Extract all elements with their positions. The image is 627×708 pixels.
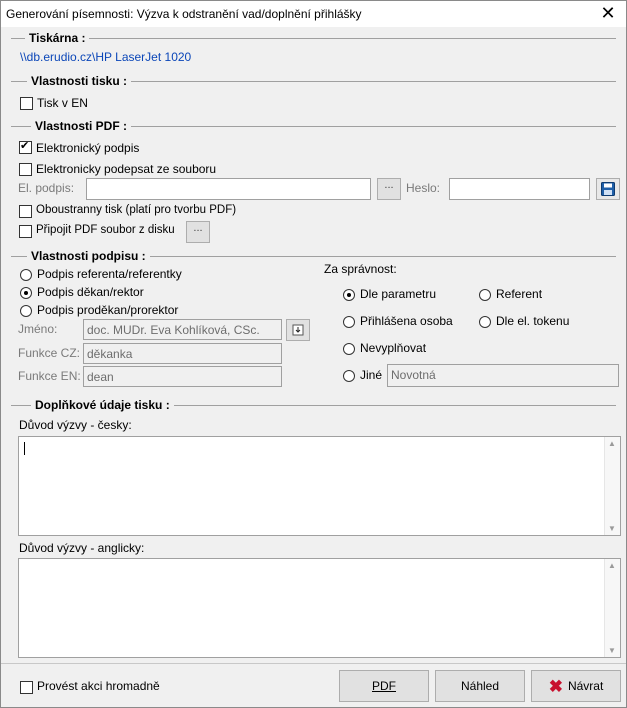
e-signature-label: Elektronický podpis xyxy=(36,141,140,155)
referent-radio[interactable] xyxy=(479,289,491,301)
pdf-button-label: PDF xyxy=(372,679,396,693)
dle-parametru-radio[interactable] xyxy=(343,289,355,301)
attach-pdf-label: Připojit PDF soubor z disku xyxy=(36,224,175,236)
window-title: Generování písemnosti: Výzva k odstranění vad/doplnění přihlášky xyxy=(6,7,362,21)
reason-en-textarea[interactable] xyxy=(18,558,621,658)
duplex-checkbox[interactable] xyxy=(19,205,32,218)
person-select-button[interactable] xyxy=(286,319,310,341)
extra-section-title: Doplňkové údaje tisku : xyxy=(31,398,174,412)
printer-section xyxy=(11,31,616,45)
preview-button[interactable] xyxy=(435,670,525,702)
funkce-en-field: dean xyxy=(83,366,282,387)
funkce-en-label: Funkce EN: xyxy=(18,369,81,383)
pdf-props-title: Vlastnosti PDF : xyxy=(31,119,131,133)
jine-input[interactable]: Novotná xyxy=(387,364,619,387)
extra-section xyxy=(11,398,616,412)
reason-cz-scrollbar[interactable] xyxy=(604,437,620,535)
pdf-button[interactable] xyxy=(339,670,429,702)
bulk-action-label: Provést akci hromadně xyxy=(37,679,160,693)
floppy-disk-icon xyxy=(601,182,615,196)
reason-en-scrollbar[interactable] xyxy=(604,559,620,657)
sign-from-file-label: Elektronicky podepsat ze souboru xyxy=(36,162,217,176)
el-podpis-browse-button[interactable] xyxy=(377,178,401,200)
funkce-cz-field: děkanka xyxy=(83,343,282,364)
sign-vicedean-radio[interactable] xyxy=(20,305,32,317)
funkce-cz-label: Funkce CZ: xyxy=(18,346,81,360)
sign-referent-radio[interactable] xyxy=(20,269,32,281)
sign-props-section xyxy=(11,249,616,263)
reason-cz-label: Důvod výzvy - česky: xyxy=(19,418,132,432)
el-podpis-label: El. podpis: xyxy=(18,181,75,195)
bulk-action-checkbox[interactable] xyxy=(20,681,33,694)
dle-el-tokenu-label: Dle el. tokenu xyxy=(496,314,570,328)
reason-en-label: Důvod výzvy - anglicky: xyxy=(19,541,145,555)
jine-label: Jiné xyxy=(360,368,383,382)
reason-cz-textarea[interactable] xyxy=(18,436,621,536)
sign-props-title: Vlastnosti podpisu : xyxy=(27,249,150,263)
attach-pdf-checkbox[interactable] xyxy=(19,225,32,238)
back-button-label: Návrat xyxy=(567,679,604,693)
text-caret xyxy=(24,442,25,455)
jine-radio[interactable] xyxy=(343,370,355,382)
select-person-icon xyxy=(292,324,304,336)
print-props-title: Vlastnosti tisku : xyxy=(27,74,131,88)
referent-label: Referent xyxy=(496,287,543,301)
pdf-props-section xyxy=(11,119,616,133)
ellipsis-icon: ... xyxy=(193,222,203,234)
print-props-section xyxy=(11,74,616,88)
jmeno-label: Jméno: xyxy=(18,322,58,336)
nevyplnovat-label: Nevyplňovat xyxy=(360,341,427,355)
print-en-checkbox[interactable] xyxy=(20,97,33,110)
dle-parametru-label: Dle parametru xyxy=(360,287,437,301)
dle-el-tokenu-radio[interactable] xyxy=(479,316,491,328)
title-bar xyxy=(1,1,626,27)
scroll-up-icon[interactable]: ▲ xyxy=(608,439,616,448)
jmeno-field: doc. MUDr. Eva Kohlíková, CSc. xyxy=(83,319,282,340)
back-button[interactable] xyxy=(531,670,621,702)
sign-referent-label: Podpis referenta/referentky xyxy=(37,267,182,281)
nevyplnovat-radio[interactable] xyxy=(343,343,355,355)
e-signature-checkbox[interactable] xyxy=(19,141,32,154)
heslo-input[interactable] xyxy=(449,178,590,200)
sign-dean-label: Podpis děkan/rektor xyxy=(37,285,144,299)
printer-path-link[interactable]: \\db.erudio.cz\HP LaserJet 1020 xyxy=(20,50,192,64)
close-icon[interactable]: ✕ xyxy=(600,3,616,23)
prihlasena-osoba-radio[interactable] xyxy=(343,316,355,328)
prihlasena-osoba-label: Přihlášena osoba xyxy=(360,314,453,328)
za-spravnost-label: Za správnost: xyxy=(324,262,397,276)
save-button[interactable] xyxy=(596,178,620,200)
el-podpis-input[interactable] xyxy=(86,178,371,200)
printer-section-title: Tiskárna : xyxy=(25,31,89,45)
ellipsis-icon: ... xyxy=(384,179,394,191)
preview-button-label: Náhled xyxy=(460,679,500,693)
sign-dean-radio[interactable] xyxy=(20,287,32,299)
sign-from-file-checkbox[interactable] xyxy=(19,163,32,176)
sign-vicedean-label: Podpis proděkan/prorektor xyxy=(37,303,179,317)
print-en-label: Tisk v EN xyxy=(37,96,88,110)
heslo-label: Heslo: xyxy=(406,181,441,195)
scroll-down-icon[interactable]: ▼ xyxy=(608,524,616,533)
bottom-bar xyxy=(1,663,626,708)
scroll-down-icon[interactable]: ▼ xyxy=(608,646,616,655)
back-icon: ✖ xyxy=(548,676,563,696)
attach-pdf-browse-button[interactable] xyxy=(186,221,210,243)
duplex-label: Oboustranny tisk (platí pro tvorbu PDF) xyxy=(36,204,237,216)
scroll-up-icon[interactable]: ▲ xyxy=(608,561,616,570)
